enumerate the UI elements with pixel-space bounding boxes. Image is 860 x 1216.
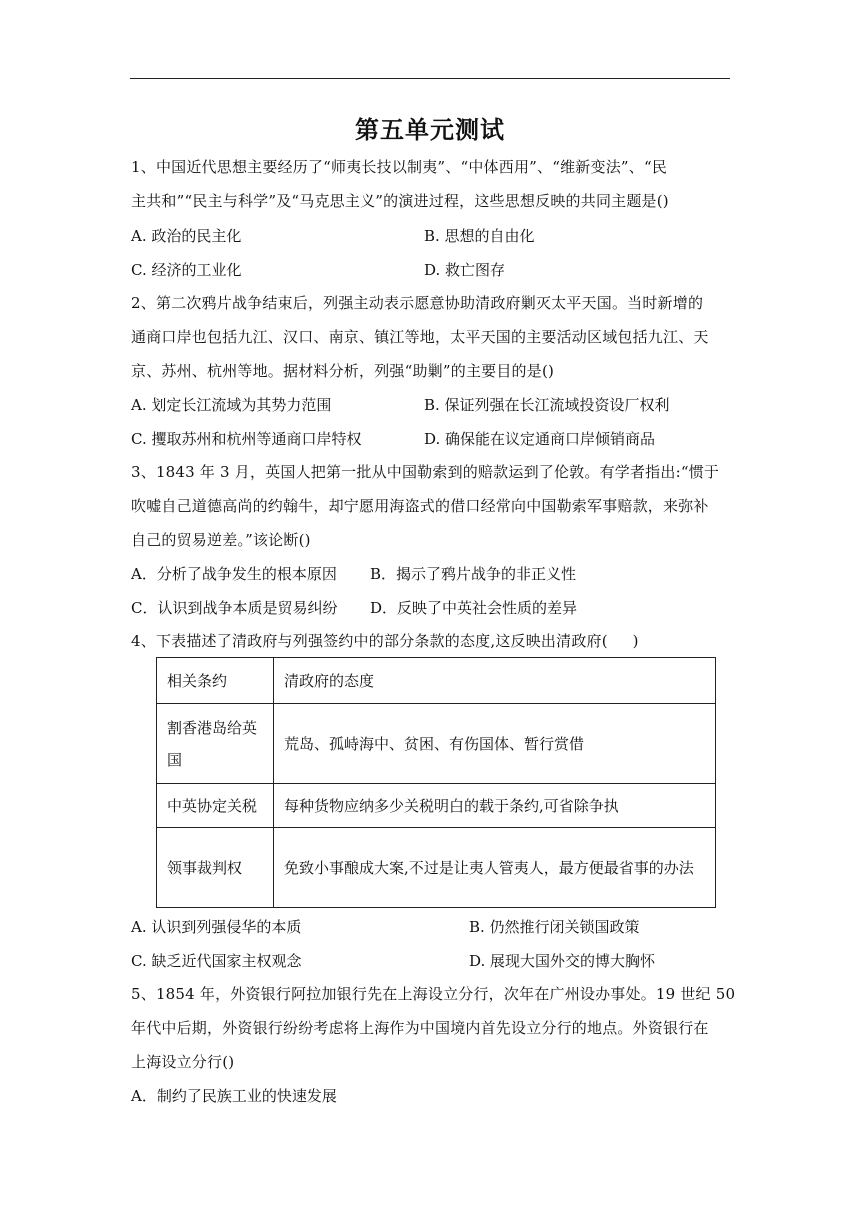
header-rule	[130, 78, 730, 79]
table-header-cell: 相关条约	[157, 658, 274, 704]
q3-stem-line-1: 3、1843 年 3 月，英国人把第一批从中国勒索到的赔款运到了伦敦。有学者指出:“惯于	[131, 463, 720, 481]
q2-stem-line-1: 2、第二次鸦片战争结束后，列强主动表示愿意协助清政府剿灭太平天国。当时新增的	[131, 294, 704, 312]
q3-stem-line-3: 自己的贸易逆差。”该论断()	[131, 531, 311, 549]
q2-option-d[interactable]: D. 确保能在议定通商口岸倾销商品	[424, 430, 656, 448]
q3-option-a[interactable]: A．分析了战争发生的根本原因	[131, 565, 337, 583]
table-row	[157, 704, 716, 784]
q3-option-b[interactable]: B．揭示了鸦片战争的非正义性	[370, 565, 577, 583]
table-header-cell: 清政府的态度	[274, 658, 716, 704]
table-header-row	[157, 658, 716, 704]
q4-option-a[interactable]: A. 认识到列强侵华的本质	[131, 918, 302, 936]
q1-stem-line-1: 1、中国近代思想主要经历了“师夷长技以制夷”、“中体西用”、“维新变法”、“民	[131, 158, 668, 176]
table-row	[157, 828, 716, 908]
table-row	[157, 784, 716, 828]
treaty-attitude-table	[156, 657, 716, 908]
q2-stem-line-3: 京、苏州、杭州等地。据材料分析，列强“助剿”的主要目的是()	[131, 362, 555, 380]
q5-stem-line-3: 上海设立分行()	[131, 1053, 235, 1071]
q4-option-d[interactable]: D. 展现大国外交的博大胸怀	[469, 952, 656, 970]
q5-stem-line-2: 年代中后期，外资银行纷纷考虑将上海作为中国境内首先设立分行的地点。外资银行在	[131, 1019, 709, 1037]
q4-option-c[interactable]: C. 缺乏近代国家主权观念	[131, 952, 302, 970]
q2-option-a[interactable]: A. 划定长江流域为其势力范围	[131, 396, 332, 414]
page-title: 第五单元测试	[355, 116, 505, 144]
q1-option-d[interactable]: D. 救亡图存	[424, 261, 506, 279]
q1-stem-line-2: 主共和”“民主与科学”及“马克思主义”的演进过程，这些思想反映的共同主题是()	[131, 192, 669, 210]
q3-stem-line-2: 吹嘘自己道德高尚的约翰牛，却宁愿用海盗式的借口经常向中国勒索军事赔款，来弥补	[131, 497, 709, 515]
q2-option-b[interactable]: B. 保证列强在长江流域投资设厂权利	[424, 396, 670, 414]
q5-option-a[interactable]: A．制约了民族工业的快速发展	[131, 1087, 337, 1105]
q3-option-c[interactable]: C．认识到战争本质是贸易纠纷	[131, 599, 338, 617]
q3-option-d[interactable]: D．反映了中英社会性质的差异	[370, 599, 578, 617]
table-cell: 中英协定关税	[157, 784, 274, 828]
q4-stem: 4、下表描述了清政府与列强签约中的部分条款的态度,这反映出清政府( )	[131, 632, 639, 650]
q1-option-b[interactable]: B. 思想的自由化	[424, 227, 535, 245]
table-cell: 免致小事酿成大案,不过是让夷人管夷人，最方便最省事的办法	[274, 828, 716, 908]
q2-option-c[interactable]: C. 攫取苏州和杭州等通商口岸特权	[131, 430, 362, 448]
q1-option-c[interactable]: C. 经济的工业化	[131, 261, 242, 279]
table-cell: 领事裁判权	[157, 828, 274, 908]
q2-stem-line-2: 通商口岸也包括九江、汉口、南京、镇江等地，太平天国的主要活动区域包括九江、天	[131, 328, 709, 346]
table-cell: 割香港岛给英国	[157, 704, 274, 784]
table-cell: 荒岛、孤峙海中、贫困、有伤国体、暂行赏借	[274, 704, 716, 784]
q5-stem-line-1: 5、1854 年，外资银行阿拉加银行先在上海设立分行，次年在广州设办事处。19 世纪 50	[131, 985, 736, 1003]
q4-option-b[interactable]: B. 仍然推行闭关锁国政策	[469, 918, 640, 936]
table-cell: 每种货物应纳多少关税明白的载于条约,可省除争执	[274, 784, 716, 828]
q1-option-a[interactable]: A. 政治的民主化	[131, 227, 242, 245]
